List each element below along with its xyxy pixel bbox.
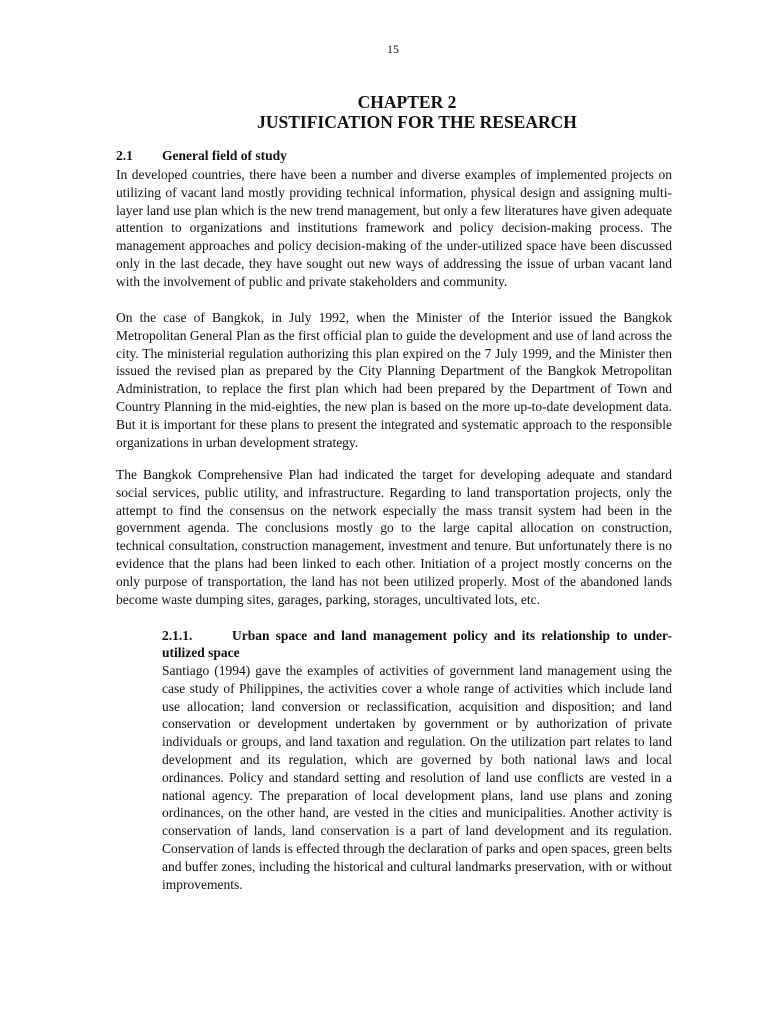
paragraph-text: The Bangkok Comprehensive Plan had indicated the target for developing adequate and standard social services, public utility, and infrastructure. Regarding to land transportation projects, only the attempt to find the consensus on the network especially the mass transit system had been in the government agenda. The conclusions mostly go to the large capital allocation on construction, technical consultation, construction management, investment and tenure. But unfortunately there is no evidence that the plans had been linked to each other. Initiation of a project mostly concerns on the only purpose of transportation, the land has not been utilized properly. Most of the abandoned lands become waste dumping sites, garages, parking, storages, uncultivated lots, etc. (116, 467, 672, 607)
chapter-heading (0, 92, 768, 132)
subsection-number: 2.1.1. (162, 628, 193, 643)
paragraph-text: In developed countries, there have been a number and diverse examples of implemented projects on utilizing of vacant land mostly providing technical information, physical design and assigning multi-layer land use plan which is the new trend management, but only a few literatures have given adequate attention to organizations and institutions framework and policy decision-making process. The management approaches and policy decision-making of the under-utilized space have been discussed only in the last decade, they have sought out new ways of addressing the issue of urban vacant land with the involvement of public and private stakeholders and community. (116, 167, 672, 289)
chapter-title: JUSTIFICATION FOR THE RESEARCH (257, 112, 577, 132)
section-heading (116, 148, 287, 164)
page-number: 15 (387, 42, 399, 56)
chapter-label: CHAPTER 2 (357, 92, 457, 112)
paragraph-3 (116, 466, 672, 608)
subsection-heading (162, 627, 672, 661)
paragraph-text: Santiago (1994) gave the examples of activities of government land management using the case study of Philippines, the activities cover a whole range of activities which include land use allocation; land conversion or reclassification, acquisition and disposition; and land conservation or development undertaken by government or by authorization of private individuals or groups, and land taxation and regulation. On the utilization part relates to land development and its regulation, which are governed by both national laws and local ordinances. Policy and standard setting and resolution of land use conflicts are vested in a national agency. The preparation of local development plans, land use plans and zoning ordinances, on the other hand, are vested in the cities and municipalities. Another activity is conservation of lands, land conservation is a part of land development and its regulation. Conservation of lands is effected through the declaration of parks and open spaces, green belts and buffer zones, including the historical and cultural landmarks preservation, with or without improvements. (162, 663, 672, 892)
section-title: General field of study (162, 148, 287, 163)
paragraph-2 (116, 309, 672, 451)
paragraph-text: On the case of Bangkok, in July 1992, when the Minister of the Interior issued the Bangkok Metropolitan General Plan as the first official plan to guide the development and use of land across the city. The ministerial regulation authorizing this plan expired on the 7 July 1999, and the Minister then issued the revised plan as prepared by the City Planning Department of the Bangkok Metropolitan Administration, to replace the first plan which had been prepared by the Department of Town and Country Planning in the mid-eighties, the new plan is based on the more up-to-date development data. But it is important for these plans to present the integrated and systematic approach to the responsible organizations in urban development strategy. (116, 310, 672, 450)
subsection-title: Urban space and land management policy and its relationship to under-utilized space (162, 628, 672, 660)
paragraph-1 (116, 166, 672, 291)
subsection-paragraph (162, 662, 672, 893)
section-number: 2.1 (116, 148, 133, 163)
